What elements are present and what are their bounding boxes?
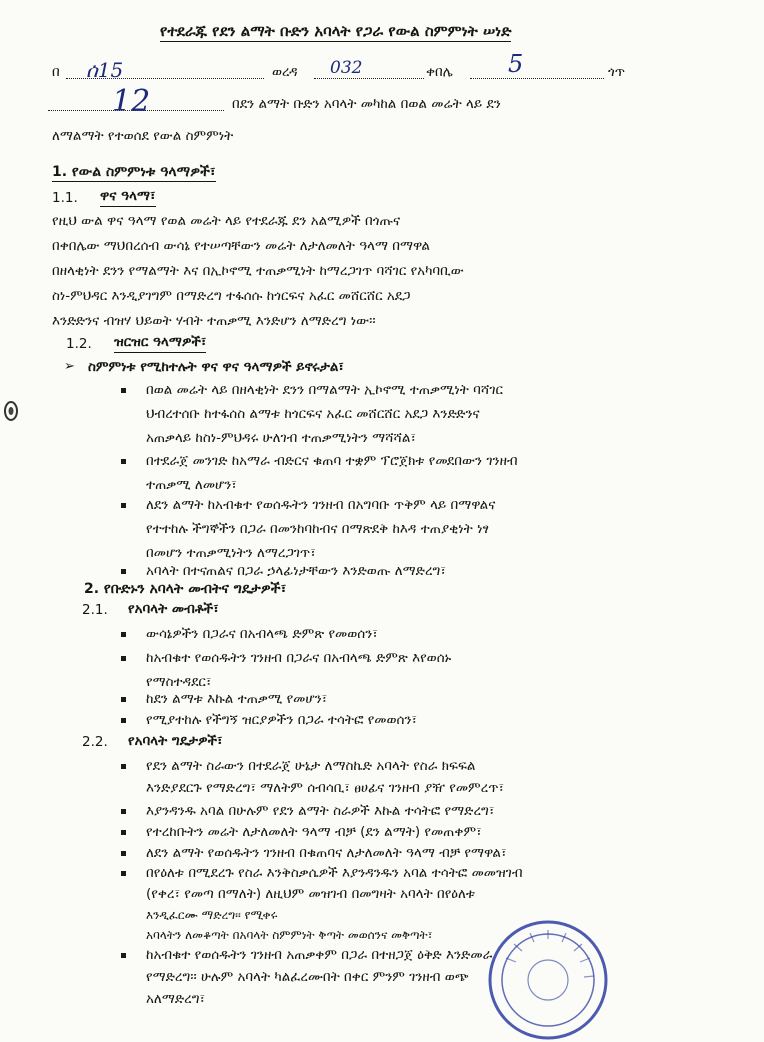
objective-bullet-line: በወል መሬት ላይ በዘላቂነት ደንን በማልማት ኢኮኖሚ ተጠቃሚነት ባሻገር [146, 382, 503, 398]
right-bullet-line: ከአብቁተ የወሰዱትን ገንዘብ በጋራና በአብላጫ ድምጽ እየወሰኑ [146, 650, 452, 666]
square-bullet-icon [121, 459, 126, 464]
section-2-2-heading: የአባላት ግዴታዎች፣ [128, 733, 223, 749]
square-bullet-icon [121, 388, 126, 393]
objective-bullet-line: አጠቃላይ ከስነ-ምህዳሩ ሁለገብ ተጠቃሚነትን ማሻሻል፣ [146, 430, 417, 446]
square-bullet-icon [121, 851, 126, 856]
members-count-handwritten-value: 12 [112, 84, 151, 119]
square-bullet-icon [121, 632, 126, 637]
section-2-1-heading: የአባላት መብቶች፣ [128, 601, 219, 617]
kebele-code-blank [314, 78, 424, 79]
square-bullet-icon [121, 569, 126, 574]
duty-bullet-line: አለማድረግ፣ [146, 991, 206, 1007]
preamble-line-3: ለማልማት የተወሰደ የውል ስምምነት [52, 128, 234, 144]
objective-bullet-line: በተደራጀ መንገድ ከአማራ ብድርና ቁጠባ ተቋም ፕሮጀክቱ የመደበውን ገንዘብ [146, 453, 518, 469]
duty-bullet-line: ከአብቁተ የወሰዱትን ገንዘብ አጠቃቀም በጋራ በተዘጋጀ ዕቅድ እንድመራ [146, 947, 493, 963]
section-2-2-number: 2.2. [82, 734, 108, 750]
objective-bullet-line: በመሆን ተጠቃሚነትን ለማረጋገጥ፣ [146, 545, 316, 561]
purpose-para-line: ስነ-ምህዳር እንዲያገግም በማድረግ ተፋሰሱ ከጎርፍና አፈር መሸርሸር አደጋ [52, 288, 411, 304]
section-1-1-heading: ዋና ዓላማ፣ [100, 190, 156, 207]
duty-bullet-line: የተረከቡትን መሬት ለታለመለት ዓላማ ብቻ (ደን ልማት) የመጠቀም፣ [146, 824, 482, 840]
purpose-para-line: የዚህ ውል ዋና ዓላማ የወል መሬት ላይ የተደራጁ ደን አልሚዎች በጎጡና [52, 213, 401, 229]
right-bullet-line: ውሳኔዎችን በጋራና በአብላጫ ድምጽ የመወሰን፣ [146, 626, 378, 642]
right-bullet-line: የሚያተከሉ የችግኝ ዝርያዎችን በጋራ ተሳትፎ የመወሰን፣ [146, 712, 418, 728]
square-bullet-icon [121, 871, 126, 876]
duty-bullet-line: የደን ልማት ስራውን በተደራጀ ሁኔታ ለማስኬድ አባላት የስራ ክፍፍል [146, 758, 476, 774]
section-1-2-number: 1.2. [66, 336, 92, 352]
official-stamp-icon [486, 918, 610, 1042]
square-bullet-icon [121, 503, 126, 508]
objective-bullet-line: ለደን ልማት ከአብቁተ የወሰዱትን ገንዘብ በአግባቡ ጥቅም ላይ በማዋልና [146, 497, 496, 513]
purpose-para-line: በዘላቂነት ደንን የማልማት እና በኢኮኖሚ ተጠቃሚነት ከማረጋገጥ ባሻገር የአካባቢው [52, 263, 464, 279]
square-bullet-icon [121, 764, 126, 769]
duty-bullet-line: እንድያደርጉ የማድረግ፣ ማለትም ሰብሳቢ፣ ፀሀፊና ገንዘብ ያዥ የመምረጥ፣ [146, 780, 505, 796]
got-handwritten-value: 5 [508, 50, 524, 78]
square-bullet-icon [121, 953, 126, 958]
section-2-heading: 2. የቡድኑን አባላት መብትና ግዴታዎች፣ [84, 581, 287, 597]
document-title: የተደራጁ የደን ልማት ቡድን አባላት የጋራ የውል ስምምነት ሠነድ [160, 22, 512, 40]
square-bullet-icon [121, 830, 126, 835]
square-bullet-icon [121, 656, 126, 661]
right-bullet-line: የማስተዳደር፣ [146, 674, 212, 690]
duty-bullet-line: አባላትን ለመቆጣት በአባላት ስምምነት ቅጣት መወሰንና መቅጣት፣ [146, 928, 433, 942]
section-2-1-number: 2.1. [82, 602, 108, 618]
preamble-line-2: በደን ልማት ቡድን አባላት መካከል በወል መሬት ላይ ደን [232, 96, 501, 112]
duty-bullet-line: ለደን ልማት የወሰዱትን ገንዘብ በቁጠባና ለታለመለት ዓላማ ብቻ የማዋል፣ [146, 845, 507, 861]
square-bullet-icon [121, 697, 126, 702]
objectives-intro: ስምምነቱ የሚከተሉት ዋና ዋና ዓላማዎች ይኖሩታል፣ [88, 359, 344, 375]
objective-bullet-line: የተተከሉ ችግኞችን በጋራ በመንከባከብና በማጽደቅ ከእዳ ተጠያቂነት ነፃ [146, 521, 490, 537]
right-bullet-line: ከደን ልማቱ እኩል ተጠቃሚ የመሆን፣ [146, 691, 328, 707]
duty-bullet-line: (የቀረ፣ የመጣ በማለት) ለዚህም መዝገብ በመግዛት አባላት በየዕለቱ [146, 886, 475, 902]
purpose-para-line: እንድድንና ብዝሃ ህይወት ሃብት ተጠቃሚ እንድሆን ለማድረግ ነው፡፡ [52, 313, 376, 329]
duty-bullet-line: በየዕለቱ በሚደረጉ የስራ እንቅስቃሴዎች እያንዳንዱን አባል ተሳትፎ መመዝገብ [146, 865, 523, 881]
section-1-2-heading: ዝርዝር ዓላማዎች፣ [114, 336, 206, 353]
objective-bullet-line: አባላት በተናጠልና በጋራ ኃላፊነታቸውን እንድወጡ ለማድረግ፣ [146, 563, 446, 579]
woreda-handwritten-value: ሰ15 [86, 58, 124, 82]
section-1-1-number: 1.1. [52, 190, 78, 206]
square-bullet-icon [121, 809, 126, 814]
woreda-label: ወረዳ [272, 64, 298, 80]
arrow-right-icon: ➢ [64, 359, 75, 374]
duty-bullet-line: እንዲፈርሙ ማድረግ፡፡ የሚቀሩ [146, 908, 278, 922]
duty-bullet-line: እያንዳንዱ አባል በሁሉም የደን ልማት ስራዎች እኩል ተሳትፎ የማድረግ፣ [146, 803, 495, 819]
objective-bullet-line: ተጠቃሚ ለመሆን፣ [146, 477, 237, 493]
square-bullet-icon [121, 718, 126, 723]
preamble-prefix: በ [52, 64, 60, 80]
binder-hole-icon [2, 398, 18, 424]
objective-bullet-line: ህብረተሰቡ ከተፋሰስ ልማቱ ከጎርፍና አፈር መሸርሸር አደጋ እንድድንና [146, 406, 480, 422]
got-blank [470, 78, 604, 79]
section-1-heading: 1. የውል ስምምነቱ ዓላማዎች፣ [52, 164, 216, 180]
kebele-label: ቀበሌ [426, 64, 453, 80]
duty-bullet-line: የማድረግ፡፡ ሁሉም አባላት ካልፈረሙበት በቀር ምንም ገንዘብ ወጭ [146, 969, 469, 985]
got-label: ጎጥ [608, 64, 626, 80]
purpose-para-line: በቀበሌው ማህበረሰብ ውሳኔ የተሠጣቸውን መሬት ለታለመለት ዓላማ በማዋል [52, 238, 430, 254]
kebele-code-handwritten-value: 032 [330, 58, 363, 78]
